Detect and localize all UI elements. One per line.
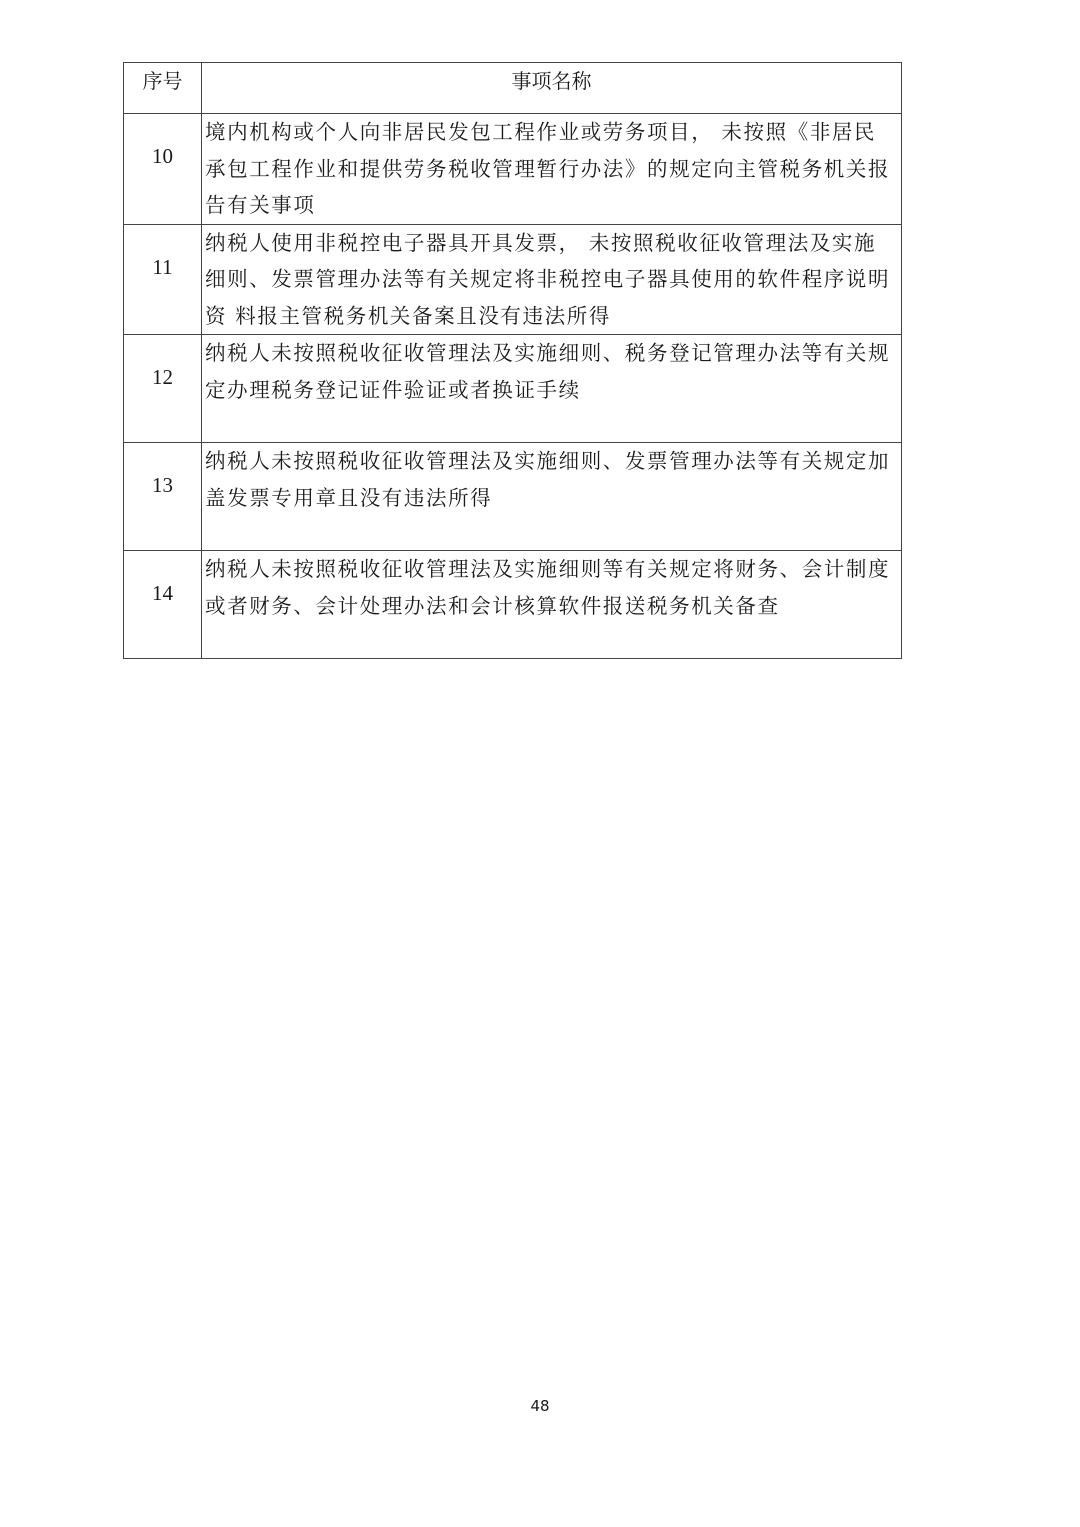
table-row bbox=[124, 551, 902, 659]
page-number: 48 bbox=[530, 1397, 550, 1415]
row-item-name: 境内机构或个人向非居民发包工程作业或劳务项目， 未按照《非居民承包工程作业和提供劳务税收管理暂行办法》的规定向主管税务机关报告有关事项 bbox=[202, 114, 902, 225]
row-number: 12 bbox=[124, 335, 202, 443]
row-number: 14 bbox=[124, 551, 202, 659]
items-table bbox=[123, 62, 902, 659]
table-header-row bbox=[124, 63, 902, 114]
header-item-name: 事项名称 bbox=[202, 63, 902, 114]
table-row bbox=[124, 114, 902, 225]
row-item-name: 纳税人未按照税收征收管理法及实施细则等有关规定将财务、会计制度 或者财务、会计处理办法和会计核算软件报送税务机关备查 bbox=[202, 551, 902, 659]
row-item-name: 纳税人未按照税收征收管理法及实施细则、发票管理办法等有关规定加 盖发票专用章且没有违法所得 bbox=[202, 443, 902, 551]
table-row bbox=[124, 224, 902, 335]
row-item-name: 纳税人使用非税控电子器具开具发票， 未按照税收征收管理法及实施细则、发票管理办法等有关规定将非税控电子器具使用的软件程序说明资 料报主管税务机关备案且没有违法所得 bbox=[202, 224, 902, 335]
row-item-name: 纳税人未按照税收征收管理法及实施细则、税务登记管理办法等有关规 定办理税务登记证件验证或者换证手续 bbox=[202, 335, 902, 443]
row-number: 13 bbox=[124, 443, 202, 551]
header-number: 序号 bbox=[124, 63, 202, 114]
table-row bbox=[124, 443, 902, 551]
table-row bbox=[124, 335, 902, 443]
row-number: 10 bbox=[124, 114, 202, 225]
row-number: 11 bbox=[124, 224, 202, 335]
